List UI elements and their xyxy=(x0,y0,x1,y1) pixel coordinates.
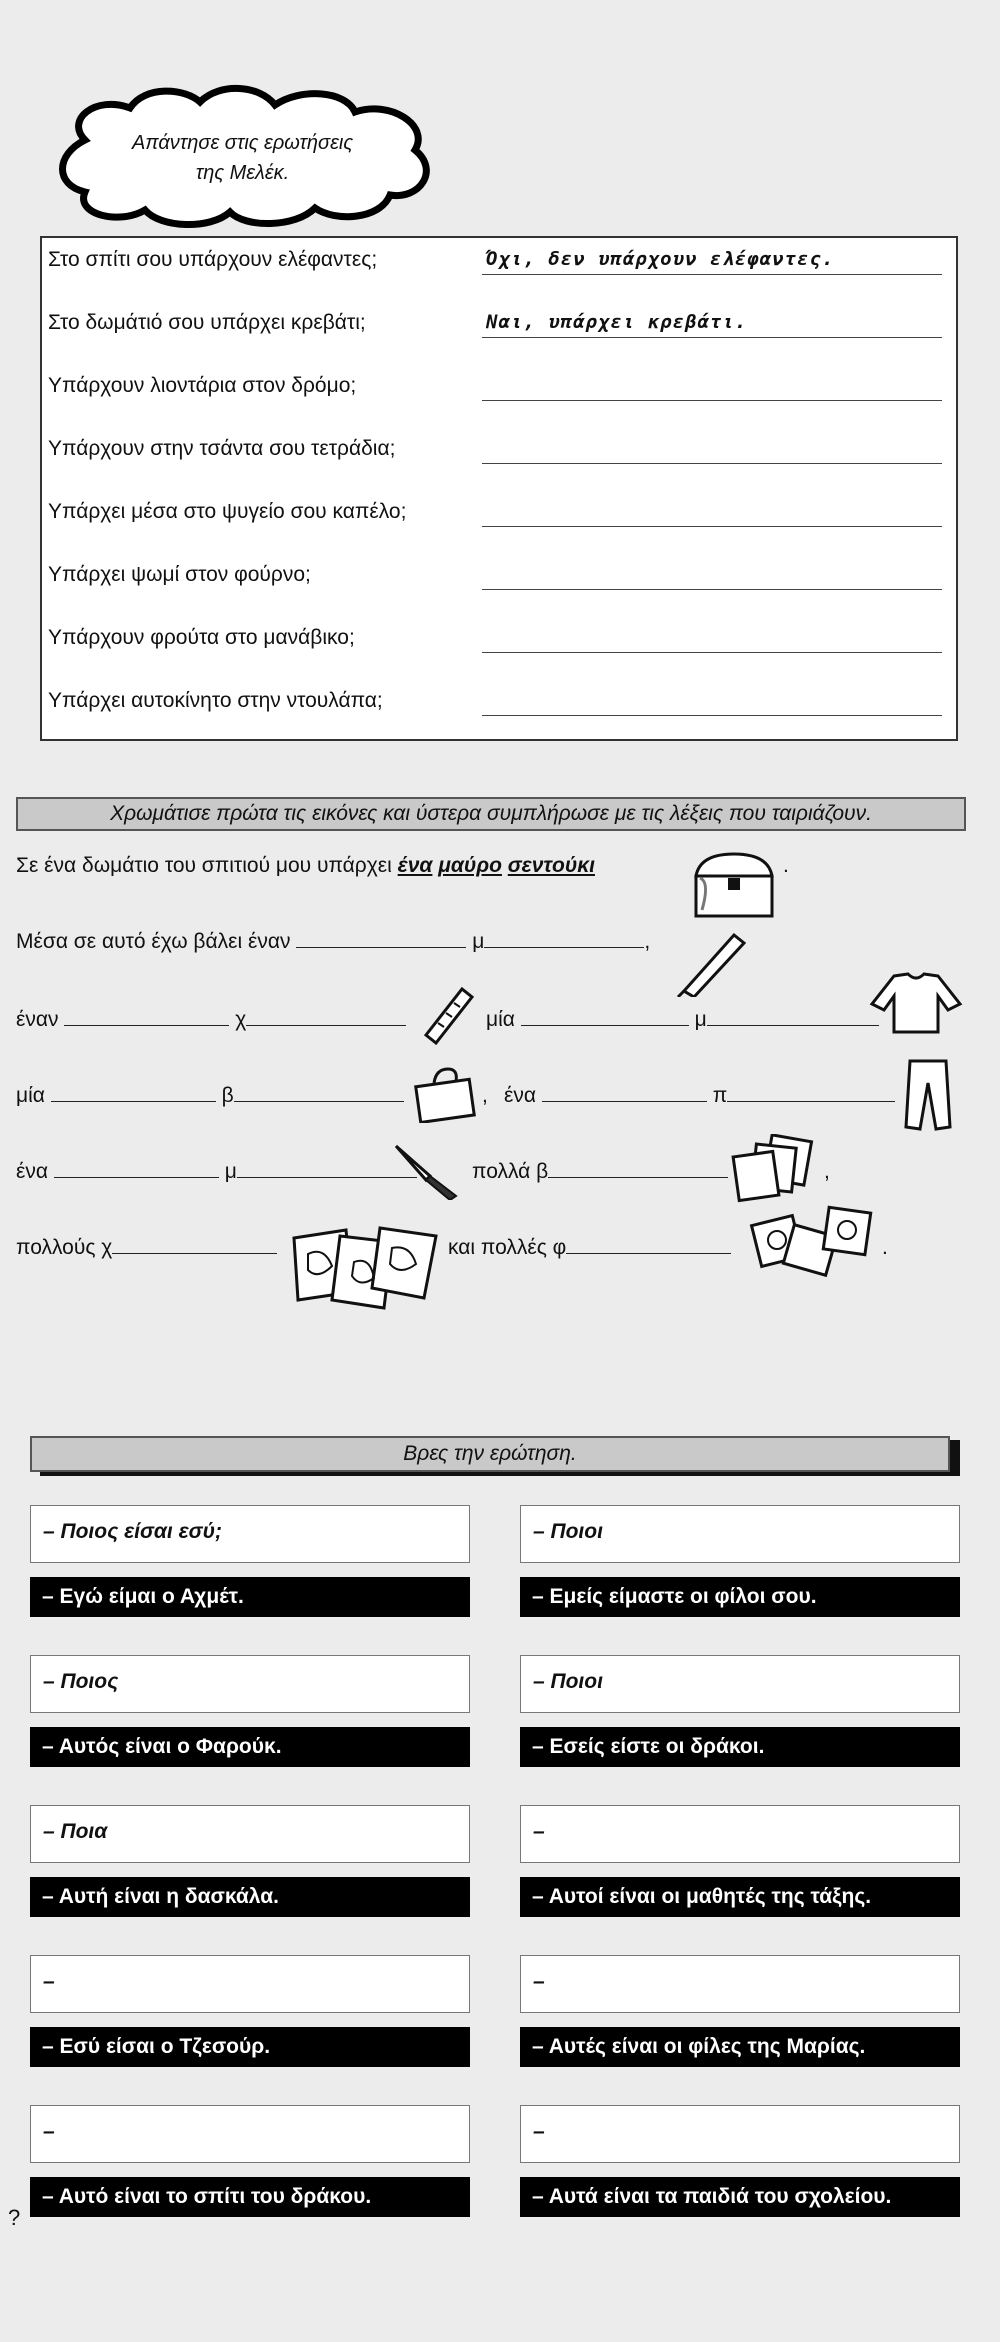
question-text: Υπάρχει μέσα στο ψυγείο σου καπέλο; xyxy=(48,500,407,523)
blank[interactable] xyxy=(542,1084,707,1102)
answer-bar: – Αυτές είναι οι φίλες της Μαρίας. xyxy=(520,2027,960,2067)
example-word: ένα xyxy=(397,854,433,877)
blank[interactable] xyxy=(112,1236,277,1254)
blank[interactable] xyxy=(484,930,644,948)
chest-icon xyxy=(690,848,778,920)
line-text: πολλούς χ xyxy=(16,1236,113,1259)
blank[interactable] xyxy=(54,1160,219,1178)
qa-row xyxy=(42,431,956,471)
punctuation: . xyxy=(783,854,789,877)
shirt-icon xyxy=(868,970,964,1036)
punctuation: , xyxy=(644,930,651,953)
answer-bar: – Εμείς είμαστε οι φίλοι σου. xyxy=(520,1577,960,1617)
photos-icon xyxy=(748,1200,876,1290)
punctuation: , xyxy=(482,1084,488,1107)
fill-line-6b xyxy=(448,1236,731,1260)
answer-line[interactable] xyxy=(482,526,942,527)
books-icon xyxy=(728,1134,824,1206)
cloud-text xyxy=(45,128,440,188)
qa-row xyxy=(42,305,956,345)
answer-bar: – Αυτή είναι η δασκάλα. xyxy=(30,1877,470,1917)
answer-line[interactable] xyxy=(482,274,942,275)
line-text: έναν xyxy=(16,1008,59,1031)
answer-text: Ναι, υπάρχει κρεβάτι. xyxy=(486,311,748,333)
answer-bar: – Εσύ είσαι ο Τζεσούρ. xyxy=(30,2027,470,2067)
answer-text: Όχι, δεν υπάρχουν ελέφαντες. xyxy=(486,248,835,270)
answer-bar: – Αυτό είναι το σπίτι του δράκου. xyxy=(30,2177,470,2217)
trousers-icon xyxy=(900,1057,954,1133)
answer-line[interactable] xyxy=(482,589,942,590)
blank[interactable] xyxy=(246,1008,406,1026)
letter-hint: μ xyxy=(224,1160,237,1183)
example-word: μαύρο xyxy=(438,854,502,877)
line-text: ένα xyxy=(16,1160,49,1183)
question-box[interactable]: – xyxy=(520,1955,960,2013)
qa-row xyxy=(42,368,956,408)
qa-box xyxy=(40,236,958,741)
punctuation: , xyxy=(824,1160,830,1183)
answer-line[interactable] xyxy=(482,652,942,653)
answer-bar: – Αυτοί είναι οι μαθητές της τάξης. xyxy=(520,1877,960,1917)
answer-line[interactable] xyxy=(482,337,942,338)
cloud-line-1: Απάντησε στις ερωτήσεις xyxy=(131,132,354,154)
cloud-callout xyxy=(45,80,440,230)
answer-bar: – Εσείς είστε οι δράκοι. xyxy=(520,1727,960,1767)
line-text: μία xyxy=(486,1008,515,1031)
question-box[interactable]: – xyxy=(520,2105,960,2163)
maps-icon xyxy=(288,1222,444,1312)
qa-row xyxy=(42,683,956,723)
cloud-line-2: της Μελέκ. xyxy=(195,162,290,184)
line-text: και πολλές φ xyxy=(448,1236,567,1259)
letter-hint: β xyxy=(221,1084,234,1107)
line-text: Μέσα σε αυτό έχω βάλει έναν xyxy=(16,930,291,953)
blank[interactable] xyxy=(566,1236,731,1254)
punctuation: . xyxy=(882,1236,888,1259)
question-box[interactable]: – xyxy=(30,1955,470,2013)
question-text: Στο σπίτι σου υπάρχουν ελέφαντες; xyxy=(48,248,378,271)
line-text: ένα xyxy=(504,1084,537,1107)
question-text: Στο δωμάτιό σου υπάρχει κρεβάτι; xyxy=(48,311,366,334)
section-title: Βρες την ερώτηση. xyxy=(30,1436,950,1472)
question-text: Υπάρχουν λιοντάρια στον δρόμο; xyxy=(48,374,357,397)
margin-mark: ? xyxy=(8,2205,21,2230)
blank[interactable] xyxy=(51,1084,216,1102)
blank[interactable] xyxy=(296,930,466,948)
fill-line-3b xyxy=(486,1008,879,1032)
qa-row xyxy=(42,242,956,282)
question-box[interactable]: – Ποιος xyxy=(30,1655,470,1713)
answer-bar: – Εγώ είμαι ο Αχμέτ. xyxy=(30,1577,470,1617)
letter-hint: π xyxy=(712,1084,728,1107)
letter-hint: μ xyxy=(472,930,485,953)
question-box[interactable]: – xyxy=(520,1805,960,1863)
line-text: πολλά β xyxy=(472,1160,549,1183)
question-text: Υπάρχει αυτοκίνητο στην ντουλάπα; xyxy=(48,689,383,712)
letter-hint: χ xyxy=(235,1008,247,1031)
knife-icon xyxy=(390,1140,462,1200)
question-box[interactable]: – Ποιοι xyxy=(520,1655,960,1713)
question-text: Υπάρχουν φρούτα στο μανάβικο; xyxy=(48,626,355,649)
answer-line[interactable] xyxy=(482,715,942,716)
qa-row xyxy=(42,494,956,534)
answer-bar: – Αυτά είναι τα παιδιά του σχολείου. xyxy=(520,2177,960,2217)
blank[interactable] xyxy=(727,1084,895,1102)
letter-hint: μ xyxy=(694,1008,707,1031)
question-box[interactable]: – Ποια xyxy=(30,1805,470,1863)
question-box[interactable]: – xyxy=(30,2105,470,2163)
answer-line[interactable] xyxy=(482,463,942,464)
line-text: μία xyxy=(16,1084,45,1107)
question-box[interactable]: – Ποιοι xyxy=(520,1505,960,1563)
fill-line-5b xyxy=(472,1160,728,1184)
answer-line[interactable] xyxy=(482,400,942,401)
blank[interactable] xyxy=(548,1160,728,1178)
pen-icon xyxy=(672,925,752,997)
question-text: Υπάρχουν στην τσάντα σου τετράδια; xyxy=(48,437,396,460)
question-box[interactable]: – Ποιος είσαι εσύ; xyxy=(30,1505,470,1563)
blank[interactable] xyxy=(234,1084,404,1102)
instruction-banner: Χρωμάτισε πρώτα τις εικόνες και ύστερα συμπλήρωσε με τις λέξεις που ταιριάζουν. xyxy=(16,797,966,831)
blank[interactable] xyxy=(521,1008,689,1026)
bag-icon xyxy=(414,1063,478,1123)
blank[interactable] xyxy=(64,1008,229,1026)
ruler-icon xyxy=(422,985,478,1045)
fill-line-6 xyxy=(16,1236,277,1260)
qa-row xyxy=(42,557,956,597)
fill-line-5 xyxy=(16,1160,417,1184)
fill-line-3 xyxy=(16,1008,406,1032)
question-text: Υπάρχει ψωμί στον φούρνο; xyxy=(48,563,311,586)
fill-line-2 xyxy=(16,930,650,954)
blank[interactable] xyxy=(707,1008,879,1026)
fill-line-4 xyxy=(16,1084,404,1108)
example-word: σεντούκι xyxy=(507,854,595,877)
answer-bar: – Αυτός είναι ο Φαρούκ. xyxy=(30,1727,470,1767)
fill-line-1 xyxy=(16,854,595,878)
qa-row xyxy=(42,620,956,660)
fill-line-4b xyxy=(504,1084,895,1108)
line-text: Σε ένα δωμάτιο του σπιτιού μου υπάρχει xyxy=(16,854,392,877)
